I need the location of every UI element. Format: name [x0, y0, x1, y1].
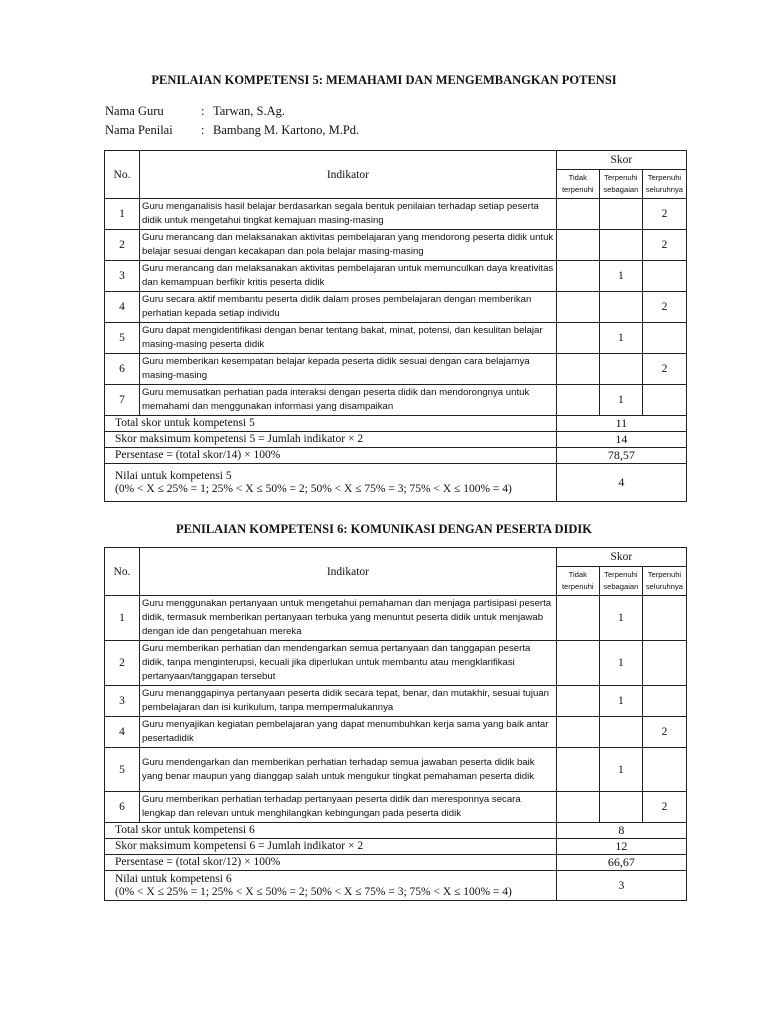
- score-full: [642, 385, 686, 416]
- assessor-name-row: [105, 123, 359, 138]
- score-not-fulfilled: [556, 199, 599, 230]
- assessor-name-separator: :: [201, 123, 205, 137]
- row-number: 1: [105, 199, 140, 230]
- row-indicator: Guru secara aktif membantu peserta didik dalam proses pembelajaran dengan memberikan perhatian kepada setiap individu: [140, 292, 557, 323]
- row-number: 6: [105, 354, 140, 385]
- score-full: [642, 596, 686, 641]
- table-row: [105, 261, 687, 292]
- row-number: 6: [105, 792, 140, 823]
- max-score-value: 14: [556, 432, 686, 448]
- row-indicator: Guru memberikan kesempatan belajar kepada peserta didik sesuai dengan cara belajarnya masing-masing: [140, 354, 557, 385]
- table-row: [105, 686, 687, 717]
- row-number: 4: [105, 292, 140, 323]
- teacher-name-value: Tarwan, S.Ag.: [213, 104, 286, 118]
- final-grade-title: Nilai untuk kompetensi 6: [115, 872, 232, 885]
- score-full: 2: [642, 292, 686, 323]
- row-number: 7: [105, 385, 140, 416]
- score-full: [642, 748, 686, 792]
- score-partial: [599, 354, 642, 385]
- table-row: [105, 354, 687, 385]
- row-number: 4: [105, 717, 140, 748]
- header-partially-fulfilled: Terpenuhi sebagaian: [599, 170, 642, 199]
- row-number: 5: [105, 748, 140, 792]
- row-number: 3: [105, 686, 140, 717]
- percentage-value: 66,67: [556, 855, 686, 871]
- row-indicator: Guru menyajikan kegiatan pembelajaran yang dapat menumbuhkan kerja sama yang baik antar pesertadidik: [140, 717, 557, 748]
- row-number: 2: [105, 641, 140, 686]
- grade-rule: (0% < X ≤ 25% = 1; 25% < X ≤ 50% = 2; 50% < X ≤ 75% = 3; 75% < X ≤ 100% = 4): [115, 482, 512, 495]
- final-grade-label: [105, 464, 557, 502]
- table-row: [105, 748, 687, 792]
- final-grade-value: 3: [556, 871, 686, 901]
- score-full: [642, 261, 686, 292]
- total-score-value: 8: [556, 823, 686, 839]
- table-row: [105, 596, 687, 641]
- score-not-fulfilled: [556, 641, 599, 686]
- table-row: [105, 292, 687, 323]
- max-score-label: Skor maksimum kompetensi 6 = Jumlah indikator × 2: [105, 839, 557, 855]
- score-full: 2: [642, 717, 686, 748]
- score-not-fulfilled: [556, 792, 599, 823]
- header-partially-fulfilled: Terpenuhi sebagaian: [599, 567, 642, 596]
- teacher-name-label: Nama Guru: [105, 104, 164, 118]
- score-not-fulfilled: [556, 596, 599, 641]
- score-partial: 1: [599, 686, 642, 717]
- max-score-label: Skor maksimum kompetensi 5 = Jumlah indikator × 2: [105, 432, 557, 448]
- competency-5-title: PENILAIAN KOMPETENSI 5: MEMAHAMI DAN MENGEMBANGKAN POTENSI: [151, 73, 617, 87]
- table-row: [105, 385, 687, 416]
- score-partial: 1: [599, 641, 642, 686]
- score-partial: [599, 292, 642, 323]
- percentage-label: Persentase = (total skor/12) × 100%: [105, 855, 557, 871]
- header-no: No.: [105, 548, 140, 596]
- teacher-name-separator: :: [201, 104, 205, 118]
- score-partial: [599, 717, 642, 748]
- row-indicator: Guru memberikan perhatian dan mendengarkan semua pertanyaan dan tanggapan peserta didik, tanpa menginterupsi, kecuali jika diperlukan untuk membantu atau mengklarifikasi pertanyaan/tanggapan tersebut: [140, 641, 557, 686]
- total-score-label: Total skor untuk kompetensi 6: [105, 823, 557, 839]
- percentage-value: 78,57: [556, 448, 686, 464]
- grade-rule: (0% < X ≤ 25% = 1; 25% < X ≤ 50% = 2; 50% < X ≤ 75% = 3; 75% < X ≤ 100% = 4): [115, 885, 512, 898]
- row-number: 2: [105, 230, 140, 261]
- table-row: [105, 323, 687, 354]
- header-score: Skor: [556, 151, 686, 170]
- score-partial: 1: [599, 385, 642, 416]
- row-indicator: Guru menanggapinya pertanyaan peserta didik secara tepat, benar, dan mutakhir, sesuai tujuan pembelajaran dan isi kurikulum, tanpa mempermalukannya: [140, 686, 557, 717]
- score-not-fulfilled: [556, 292, 599, 323]
- header-indicator: Indikator: [140, 151, 557, 199]
- score-full: 2: [642, 792, 686, 823]
- score-partial: 1: [599, 261, 642, 292]
- score-partial: 1: [599, 596, 642, 641]
- table-row: [105, 717, 687, 748]
- assessor-name-value: Bambang M. Kartono, M.Pd.: [213, 123, 360, 137]
- score-full: [642, 686, 686, 717]
- score-not-fulfilled: [556, 230, 599, 261]
- total-score-label: Total skor untuk kompetensi 5: [105, 416, 557, 432]
- total-score-value: 11: [556, 416, 686, 432]
- row-indicator: Guru merancang dan melaksanakan aktivitas pembelajaran yang mendorong peserta didik untuk belajar sesuai dengan kecakapan dan pola belajar masing-masing: [140, 230, 557, 261]
- row-number: 3: [105, 261, 140, 292]
- assessor-name-label: Nama Penilai: [105, 123, 173, 137]
- row-indicator: Guru memusatkan perhatian pada interaksi dengan peserta didik dan mendorongnya untuk memahami dan menggunakan informasi yang disampaikan: [140, 385, 557, 416]
- table-row: [105, 230, 687, 261]
- row-indicator: Guru dapat mengidentifikasi dengan benar tentang bakat, minat, potensi, dan kesulitan belajar masing-masing peserta didik: [140, 323, 557, 354]
- teacher-name-row: [105, 104, 285, 119]
- row-indicator: Guru merancang dan melaksanakan aktivitas pembelajaran untuk memunculkan daya kreativitas dan kemampuan berfikir kritis peserta didik: [140, 261, 557, 292]
- header-indicator: Indikator: [140, 548, 557, 596]
- header-no: No.: [105, 151, 140, 199]
- score-partial: [599, 230, 642, 261]
- header-not-fulfilled: Tidak terpenuhi: [556, 567, 599, 596]
- competency-6-table: [104, 547, 687, 901]
- header-score: Skor: [556, 548, 686, 567]
- header-not-fulfilled: Tidak terpenuhi: [556, 170, 599, 199]
- final-grade-label: [105, 871, 557, 901]
- final-grade-value: 4: [556, 464, 686, 502]
- score-partial: [599, 792, 642, 823]
- score-full: [642, 323, 686, 354]
- score-full: 2: [642, 354, 686, 385]
- competency-5-table: [104, 150, 687, 502]
- score-full: [642, 641, 686, 686]
- score-partial: [599, 199, 642, 230]
- table-row: [105, 199, 687, 230]
- table-row: [105, 792, 687, 823]
- header-fully-fulfilled: Terpenuhi seluruhnya: [642, 567, 686, 596]
- row-indicator: Guru menganalisis hasil belajar berdasarkan segala bentuk penilaian terhadap setiap peserta didik untuk mengetahui tingkat kemajuan masing-masing: [140, 199, 557, 230]
- score-full: 2: [642, 199, 686, 230]
- competency-6-title: PENILAIAN KOMPETENSI 6: KOMUNIKASI DENGAN PESERTA DIDIK: [175, 522, 593, 536]
- score-not-fulfilled: [556, 717, 599, 748]
- score-not-fulfilled: [556, 323, 599, 354]
- score-not-fulfilled: [556, 261, 599, 292]
- percentage-label: Persentase = (total skor/14) × 100%: [105, 448, 557, 464]
- score-not-fulfilled: [556, 686, 599, 717]
- score-partial: 1: [599, 748, 642, 792]
- score-full: 2: [642, 230, 686, 261]
- score-not-fulfilled: [556, 748, 599, 792]
- header-fully-fulfilled: Terpenuhi seluruhnya: [642, 170, 686, 199]
- row-indicator: Guru menggunakan pertanyaan untuk mengetahui pemahaman dan menjaga partisipasi peserta didik, termasuk memberikan pertanyaan terbuka yang menuntut peserta didik untuk menjawab dengan ide dan pengetahuan mereka: [140, 596, 557, 641]
- score-not-fulfilled: [556, 354, 599, 385]
- score-not-fulfilled: [556, 385, 599, 416]
- row-number: 1: [105, 596, 140, 641]
- max-score-value: 12: [556, 839, 686, 855]
- score-partial: 1: [599, 323, 642, 354]
- row-number: 5: [105, 323, 140, 354]
- row-indicator: Guru memberikan perhatian terhadap pertanyaan peserta didik dan meresponnya secara lengkap dan relevan untuk menghilangkan kebingungan pada peserta didik: [140, 792, 557, 823]
- row-indicator: Guru mendengarkan dan memberikan perhatian terhadap semua jawaban peserta didik baik yang benar maupun yang dianggap salah untuk mengukur tingkat pemahaman peserta didik: [140, 748, 557, 792]
- final-grade-title: Nilai untuk kompetensi 5: [115, 469, 232, 482]
- table-row: [105, 641, 687, 686]
